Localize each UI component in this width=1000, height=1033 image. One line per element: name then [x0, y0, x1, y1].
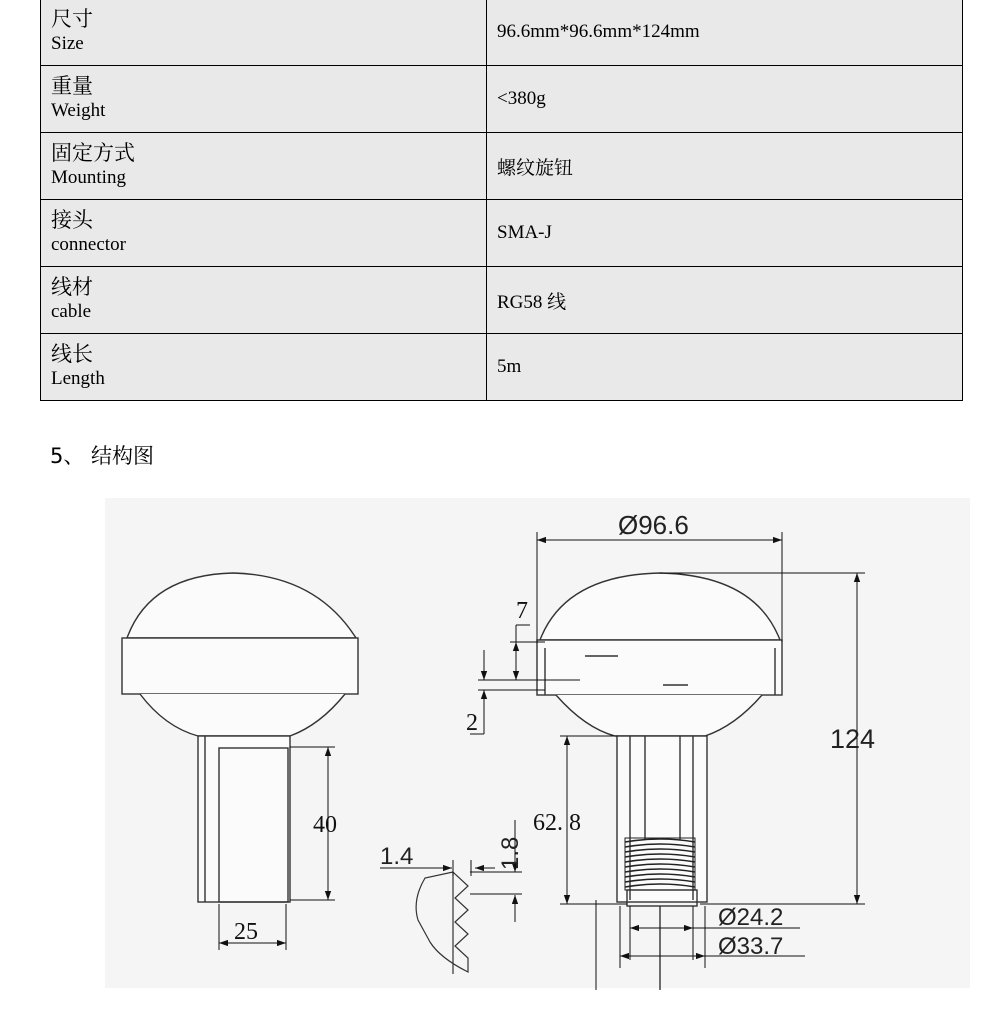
table-row: [41, 200, 963, 267]
value-cell: 5m: [487, 334, 963, 401]
label-cell: [41, 66, 487, 133]
table-row: [41, 133, 963, 200]
label-en: Weight: [51, 100, 106, 121]
dim-40-label: 40: [313, 812, 337, 838]
label-en: Length: [51, 368, 105, 389]
dim-2-label: 2: [466, 710, 478, 736]
dim-124-label: 124: [830, 724, 876, 754]
label-en: Size: [51, 33, 84, 54]
label-cell: [41, 0, 487, 66]
dim-33-7-label: Ø33.7: [718, 933, 784, 960]
value-cell: 螺纹旋钮: [487, 133, 963, 200]
label-en: cable: [51, 301, 92, 322]
label-zh: 线长: [51, 342, 93, 366]
label-cell: [41, 267, 487, 334]
section-title: 5、 结构图: [50, 444, 155, 468]
label-zh: 重量: [51, 74, 93, 98]
dim-1-4-label: 1.4: [380, 843, 414, 870]
dim-7-label: 7: [516, 598, 528, 624]
table-row: [41, 267, 963, 334]
label-cell: [41, 334, 487, 401]
structure-drawing: [0, 480, 1000, 1033]
spec-table: [40, 0, 963, 401]
label-zh: 线材: [51, 275, 93, 299]
value-cell: SMA-J: [487, 200, 963, 267]
dim-24-2-label: Ø24.2: [718, 904, 784, 931]
dim-62-8-label: 62. 8: [533, 810, 581, 836]
dim-1-8-label: 1.8: [497, 836, 524, 870]
table-row: [41, 0, 963, 66]
label-cell: [41, 200, 487, 267]
label-cell: [41, 133, 487, 200]
table-row: [41, 66, 963, 133]
label-en: connector: [51, 234, 126, 255]
value-cell: <380g: [487, 66, 963, 133]
dim-25-label: 25: [234, 919, 258, 945]
label-zh: 固定方式: [51, 141, 135, 165]
value-cell: 96.6mm*96.6mm*124mm: [487, 0, 963, 66]
label-en: Mounting: [51, 167, 126, 188]
dim-96-6-label: Ø96.6: [618, 510, 689, 540]
label-zh: 尺寸: [51, 7, 93, 31]
table-row: [41, 334, 963, 401]
label-zh: 接头: [51, 208, 93, 232]
value-cell: RG58 线: [487, 267, 963, 334]
